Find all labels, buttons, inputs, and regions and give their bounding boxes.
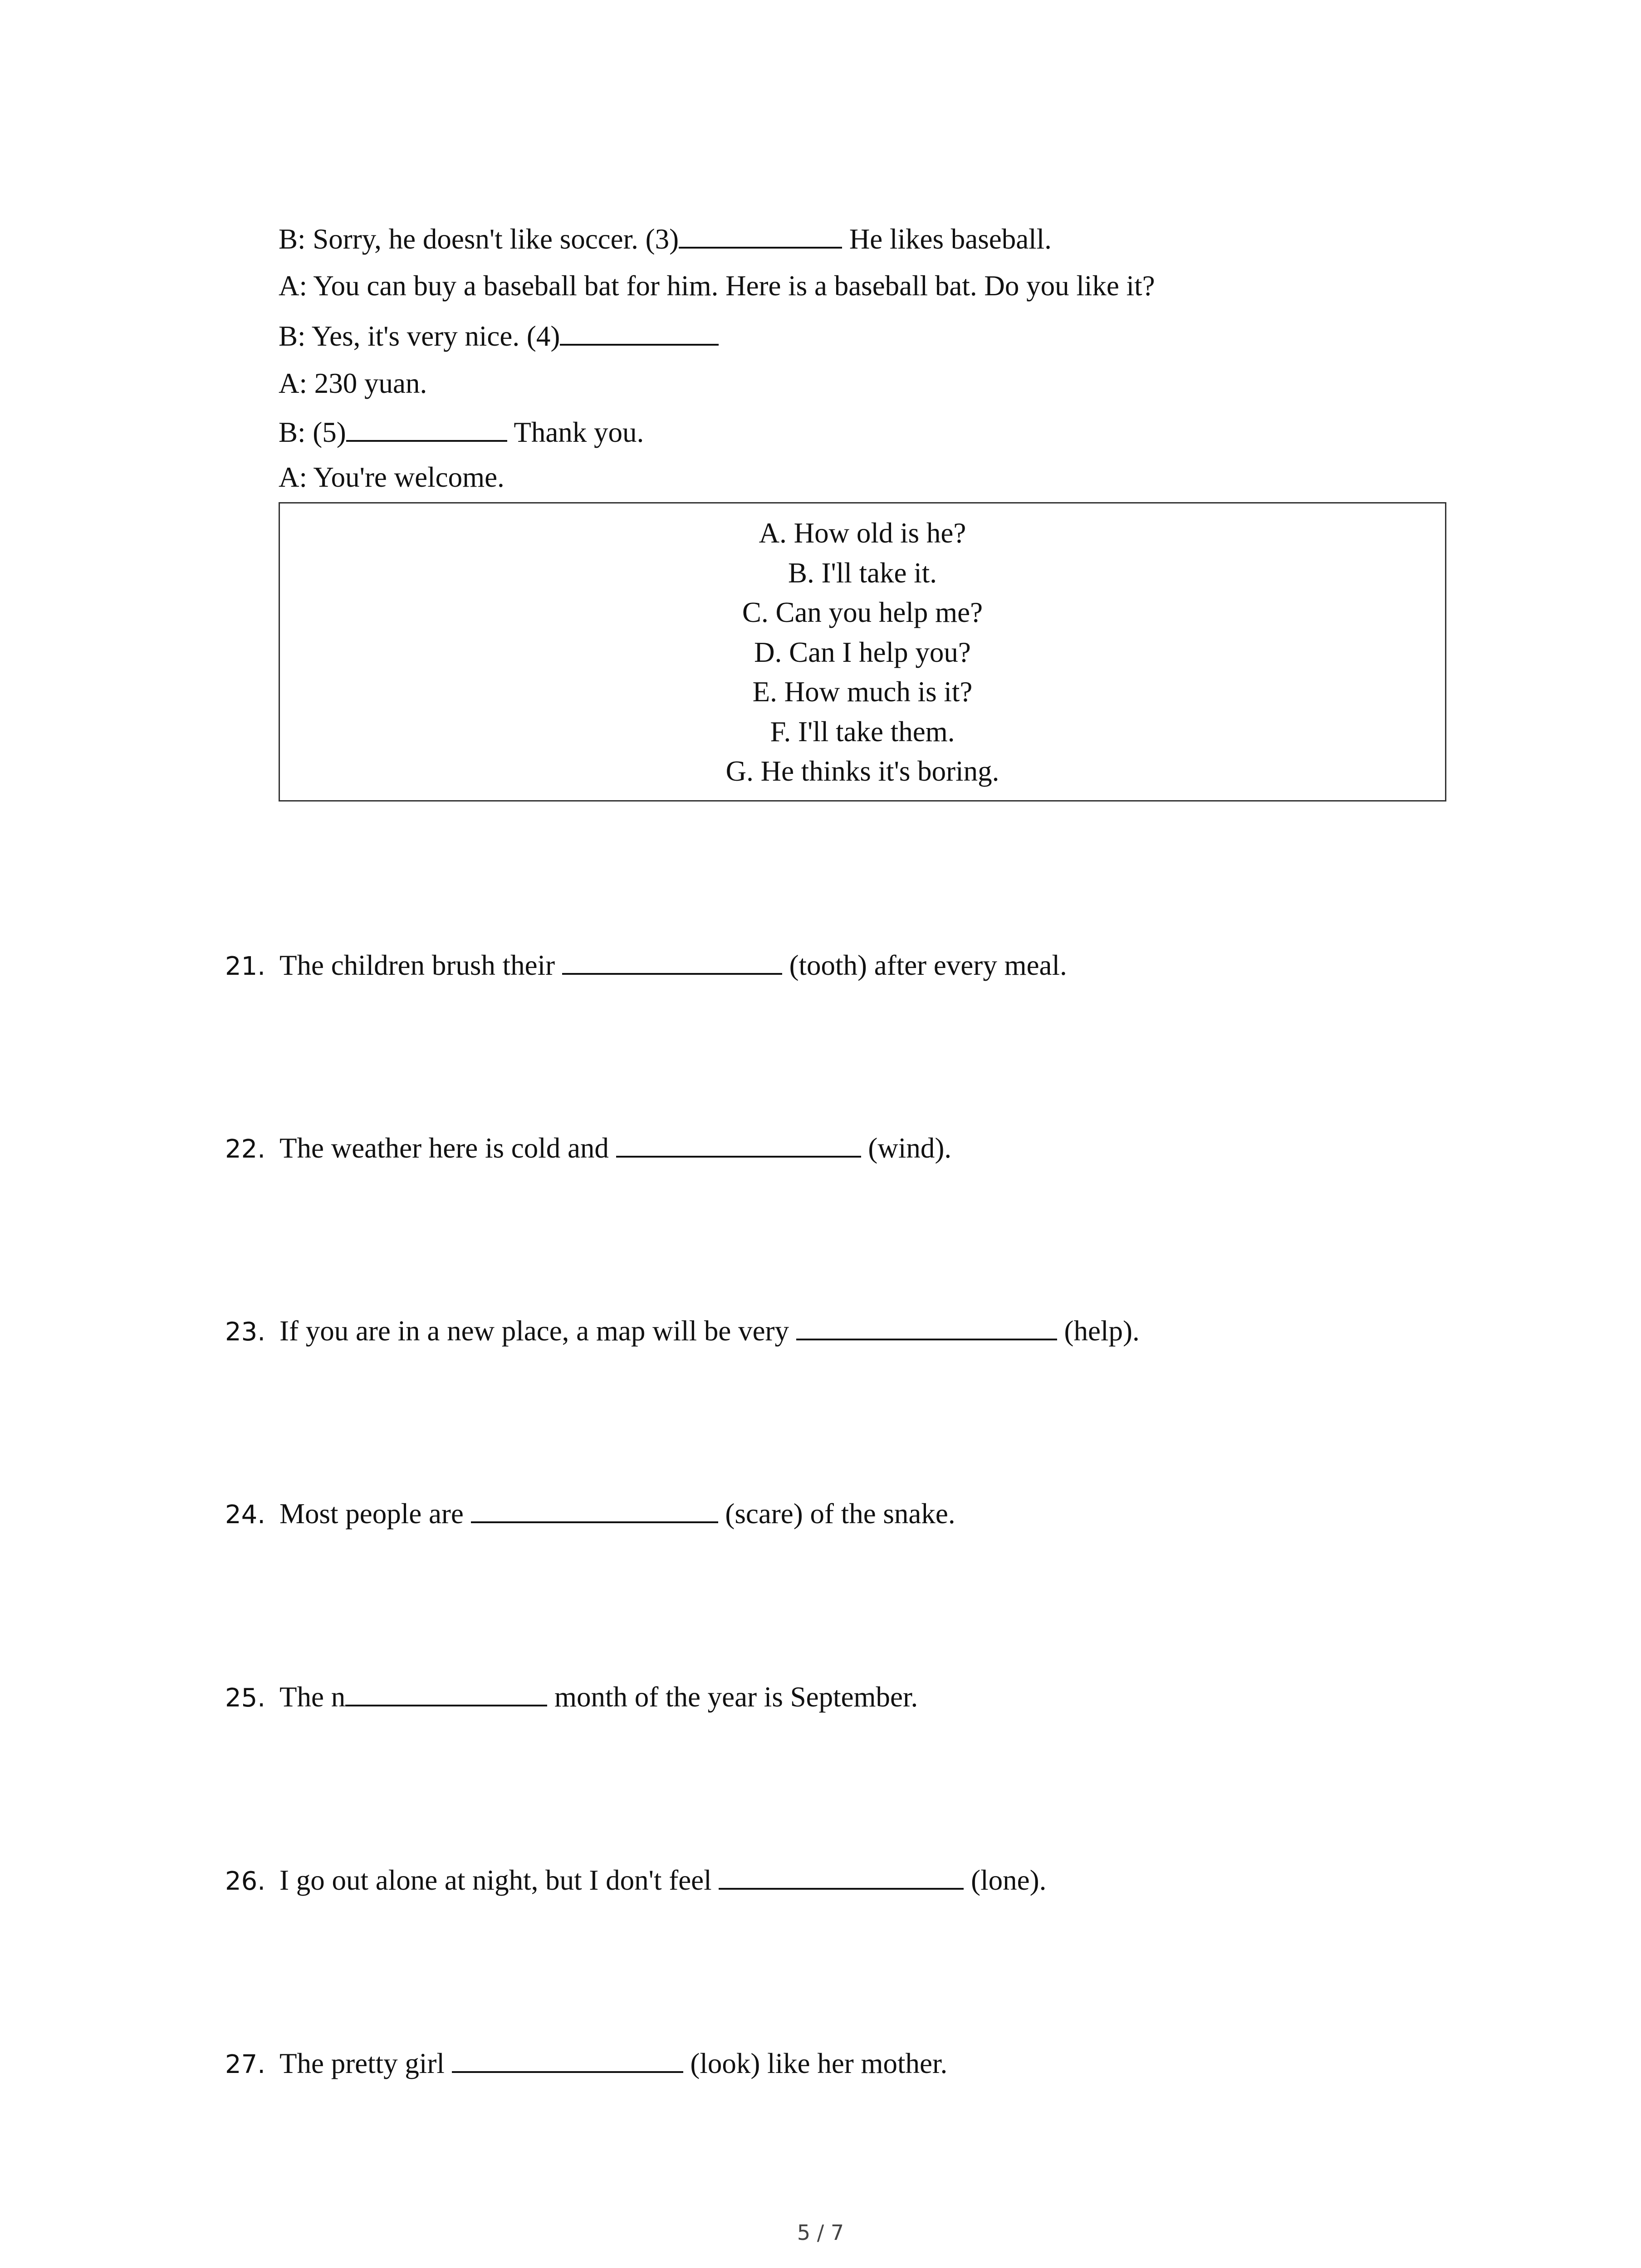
question-21 [225, 947, 1067, 985]
dialogue-text: Thank you. [507, 416, 644, 448]
question-number: 27. [225, 2050, 266, 2079]
question-number: 22. [225, 1134, 266, 1164]
question-text: The weather here is cold and [279, 1132, 616, 1164]
question-number: 25. [225, 1683, 266, 1713]
option-e: E. How much is it? [752, 676, 973, 708]
question-number: 23. [225, 1317, 266, 1347]
question-text: The pretty girl [279, 2048, 452, 2079]
question-text: (wind). [861, 1132, 952, 1164]
question-text: I go out alone at night, but I don't feel [279, 1864, 719, 1896]
answer-blank[interactable] [345, 1678, 547, 1706]
question-number: 24. [225, 1500, 266, 1530]
answer-blank[interactable] [719, 1862, 964, 1890]
question-text: (scare) of the snake. [718, 1498, 955, 1530]
option-f: F. I'll take them. [770, 716, 955, 748]
question-number: 21. [225, 952, 266, 981]
question-text: Most people are [279, 1498, 471, 1530]
dialogue-line-4 [279, 318, 719, 354]
question-23 [225, 1312, 1140, 1350]
dialogue-text: A: You're welcome. [279, 461, 505, 493]
dialogue-text: B: Sorry, he doesn't like soccer. (3) [279, 223, 679, 255]
question-26 [225, 1862, 1046, 1900]
option-g: G. He thinks it's boring. [725, 755, 999, 787]
answer-blank[interactable] [471, 1495, 718, 1523]
option-a: A. How old is he? [759, 517, 966, 549]
dialogue-text: He likes baseball. [842, 223, 1052, 255]
page-number: 5 / 7 [797, 2220, 844, 2245]
options-box [279, 502, 1446, 802]
question-text: (tooth) after every meal. [782, 949, 1067, 981]
answer-blank[interactable] [560, 318, 719, 346]
option-d: D. Can I help you? [754, 636, 971, 668]
answer-blank[interactable] [796, 1312, 1057, 1340]
question-text: The children brush their [279, 949, 562, 981]
dialogue-line-3 [279, 220, 1052, 257]
dialogue-text: B: Yes, it's very nice. (4) [279, 320, 560, 352]
option-b: B. I'll take it. [788, 557, 937, 589]
dialogue-text: A: You can buy a baseball bat for him. Here is a baseball bat. Do you like it? [279, 270, 1155, 302]
question-text: The n [279, 1681, 346, 1713]
answer-blank[interactable] [346, 414, 507, 442]
dialogue-line-a2 [279, 365, 427, 401]
question-text: (look) like her mother. [683, 2048, 948, 2079]
answer-blank[interactable] [452, 2045, 683, 2073]
question-22 [225, 1129, 951, 1168]
question-24 [225, 1495, 955, 1533]
question-text: If you are in a new place, a map will be very [279, 1315, 796, 1347]
answer-blank[interactable] [679, 220, 842, 249]
option-c: C. Can you help me? [742, 596, 983, 628]
answer-blank[interactable] [562, 947, 782, 975]
answer-blank[interactable] [616, 1129, 861, 1158]
question-25 [225, 1678, 918, 1716]
question-number: 26. [225, 1867, 266, 1896]
dialogue-line-a1 [279, 268, 1155, 304]
question-27 [225, 2045, 947, 2083]
dialogue-text: B: (5) [279, 416, 346, 448]
dialogue-line-5 [279, 414, 644, 450]
dialogue-text: A: 230 yuan. [279, 367, 427, 399]
question-text: (help). [1057, 1315, 1140, 1347]
question-text: month of the year is September. [547, 1681, 918, 1713]
question-text: (lone). [964, 1864, 1047, 1896]
dialogue-line-a3 [279, 459, 505, 495]
